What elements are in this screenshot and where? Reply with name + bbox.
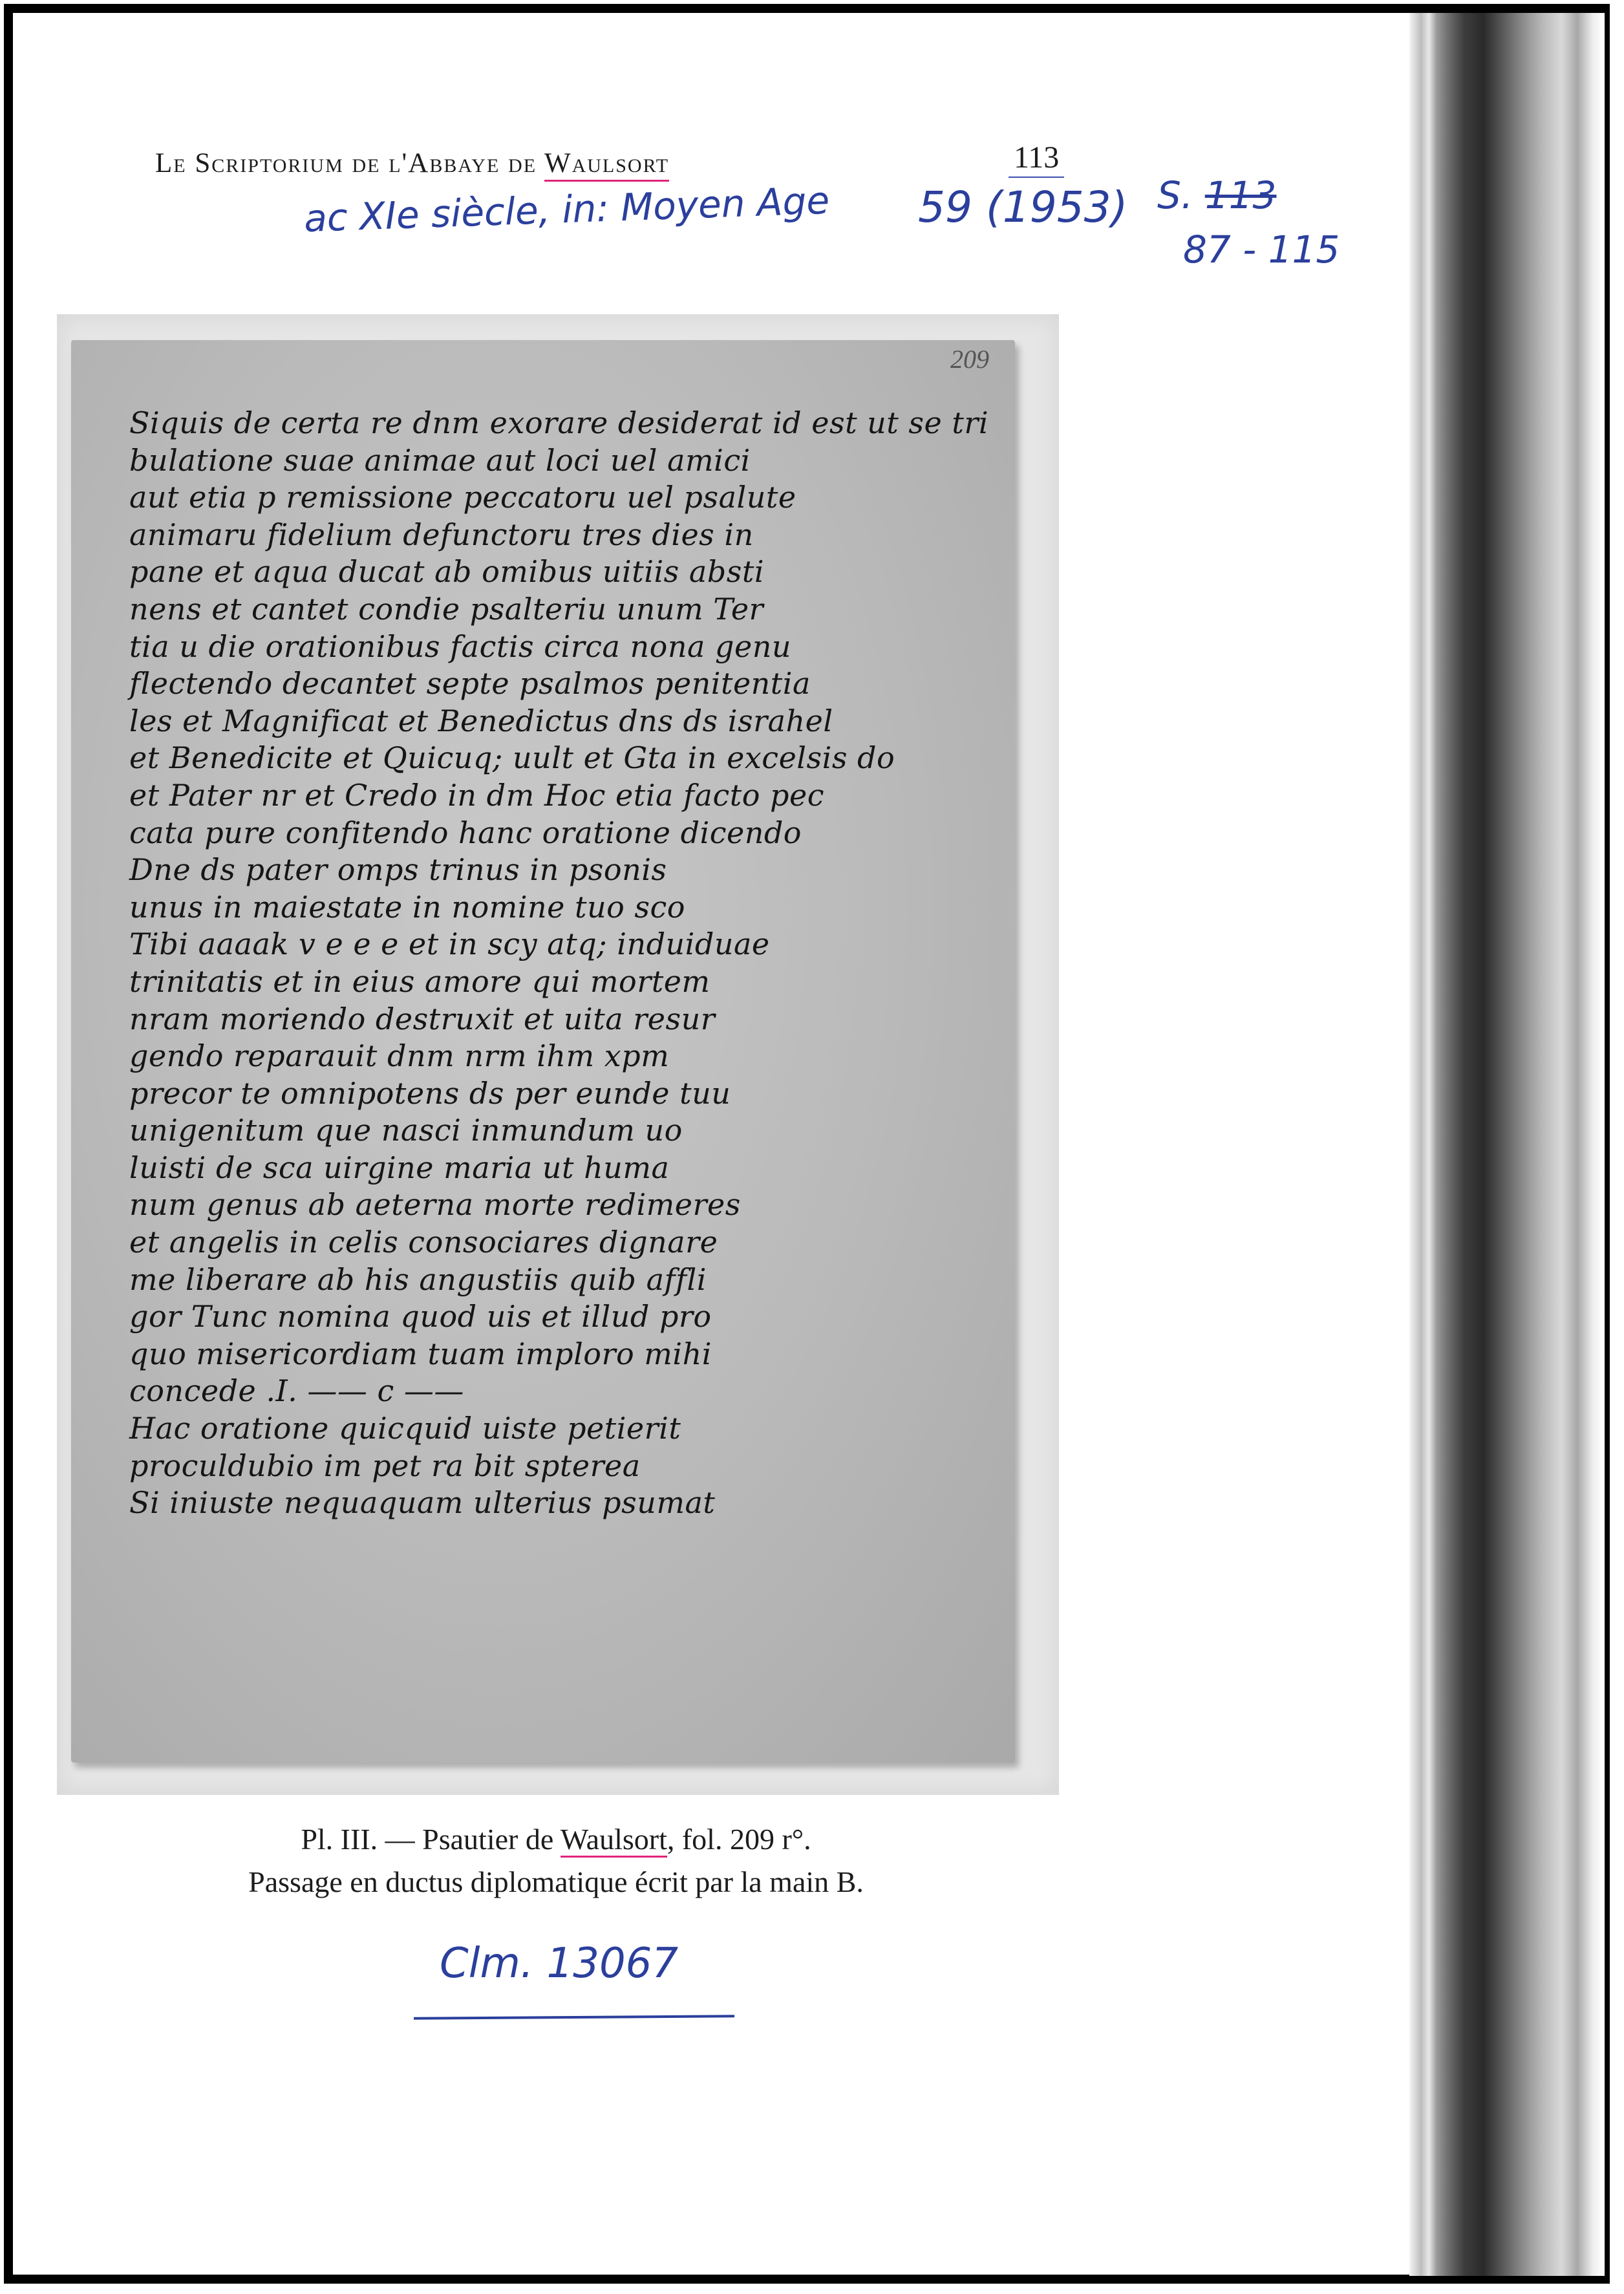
manuscript-line: me liberare ab his angustiis quib affli [129,1261,707,1297]
manuscript-line: proculdubio im pet ra bit spterea [129,1448,641,1483]
handwritten-shelfmark: Clm. 13067 [440,1940,679,1988]
manuscript-line: les et Magnificat et Benedictus dns ds israhel [129,703,833,738]
manuscript-line: pane et aqua ducat ab omibus uitiis absti [129,554,765,590]
caption-pre: Pl. III. — Psautier de [301,1823,561,1856]
s-label: S. [1157,173,1193,217]
folio-number: 209 [950,345,989,374]
manuscript-text [129,405,989,1522]
manuscript-line: aut etia p remissione peccatoru uel psalute [129,480,796,515]
manuscript-line: Dne ds pater omps trinus in psonis [129,852,667,888]
manuscript-line: animaru fidelium defunctoru tres dies in [129,517,754,552]
manuscript-line: unus in maiestate in nomine tuo sco [129,889,685,925]
plate-caption-description: Passage en ductus diplomatique écrit par la main B. [248,1865,864,1898]
handwritten-volume: 59 (1953) [918,182,1128,232]
running-head-text: Le Scriptorium de l'Abbaye de [155,148,544,178]
handwritten-s-note [1157,173,1276,217]
manuscript-line: unigenitum que nasci inmundum uo [129,1113,683,1148]
running-head [155,147,669,179]
caption-post: , fol. 209 r°. [667,1823,811,1856]
manuscript-line: et angelis in celis consociares dignare [129,1225,718,1260]
manuscript-line: gendo reparauit dnm nrm ihm xpm [129,1038,670,1074]
manuscript-line: flectendo decantet septe psalmos penitentia [129,666,811,702]
manuscript-line: precor te omnipotens ds per eunde tuu [129,1075,731,1111]
manuscript-line: num genus ab aeterna morte redimeres [129,1187,741,1223]
manuscript-line: Tibi aaaak v e e e et in scy atq; induiduae [129,927,770,962]
manuscript-line: tia u die orationibus factis circa nona genu [129,628,791,664]
manuscript-line: concede .I. —— c —— [129,1373,464,1409]
manuscript-line: nens et cantet condie psalteriu unum Ter [129,591,764,627]
caption-highlight: Waulsort [561,1823,667,1858]
manuscript-line: et Pater nr et Credo in dm Hoc etia facto pec [129,777,824,813]
manuscript-line: trinitatis et in eius amore qui mortem [129,963,710,999]
handwritten-pages: 87 - 115 [1183,228,1340,272]
manuscript-line: et Benedicite et Quicuq; uult et Gta in excelsis do [129,740,895,776]
s-struck-number: 113 [1204,173,1277,217]
manuscript-line: quo misericordiam tuam imploro mihi [129,1336,712,1371]
manuscript-line: cata pure confitendo hanc oratione dicendo [129,815,802,850]
scan-edge-shadow [1409,13,1605,2276]
manuscript-folio [71,340,1015,1763]
handwritten-reference: ac XIe siècle, in: Moyen Age [303,178,831,241]
running-head-highlight: Waulsort [544,148,669,182]
plate-caption-title [0,1822,1112,1856]
manuscript-line: Si iniuste nequaquam ulterius psumat [129,1485,716,1521]
manuscript-plate [57,314,1059,1795]
manuscript-line: luisti de sca uirgine maria ut huma [129,1150,670,1185]
manuscript-line: nram moriendo destruxit et uita resur [129,1001,716,1036]
page-number: 113 [1009,140,1064,178]
manuscript-line: bulatione suae animae aut loci uel amici [129,442,751,478]
manuscript-line: Siquis de certa re dnm exorare desiderat id est ut se tri [129,405,989,440]
manuscript-line: gor Tunc nomina quod uis et illud pro [129,1299,712,1335]
manuscript-line: Hac oratione quicquid uiste petierit [129,1411,681,1446]
